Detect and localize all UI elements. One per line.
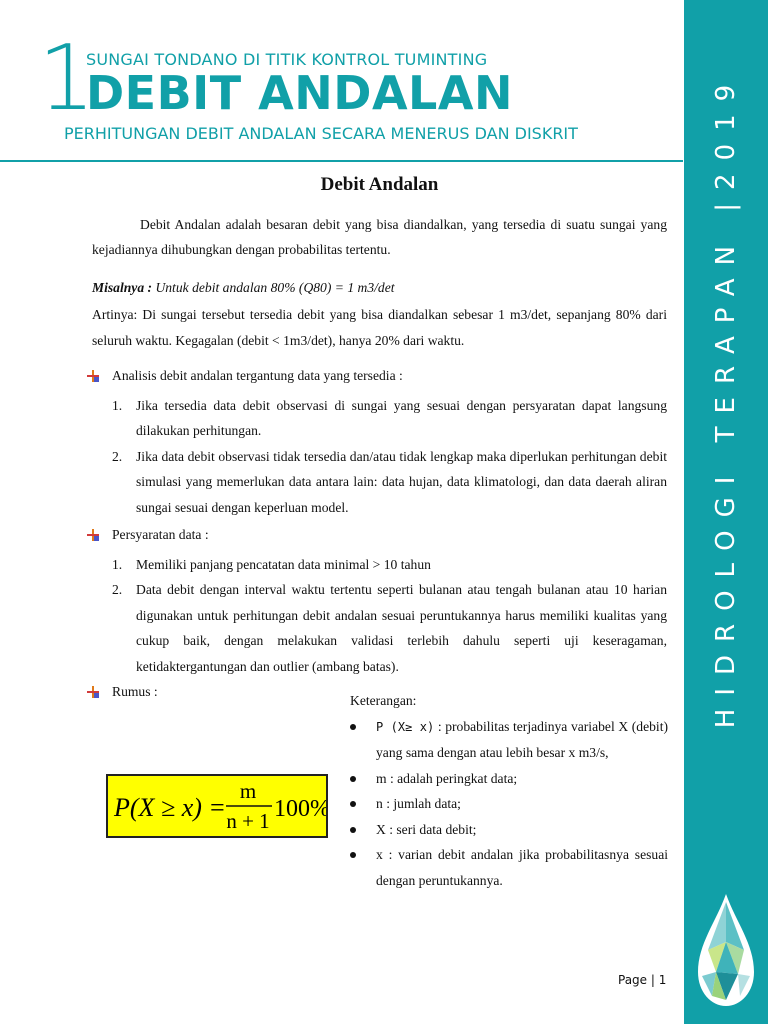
list-number: 2. <box>112 582 123 597</box>
header-divider <box>0 160 683 162</box>
formula-box <box>106 774 328 838</box>
example-line <box>92 275 667 301</box>
bullet-dot-icon <box>350 776 356 782</box>
formula-lhs: P(X ≥ x) = <box>114 793 226 822</box>
example-label: Misalnya : <box>92 279 153 295</box>
bullet-marker-icon <box>86 370 100 382</box>
list-text: Memiliki panjang pencatatan data minimal > 10 tahun <box>136 556 431 572</box>
list-item <box>92 444 667 521</box>
document-title: Debit Andalan <box>320 174 439 195</box>
sidebar-band <box>684 0 768 1024</box>
chapter-number: 1 <box>38 26 96 131</box>
bullet-marker-icon <box>86 529 100 541</box>
list-item <box>348 817 668 843</box>
keterangan-desc: X : seri data debit; <box>376 821 477 837</box>
keterangan-block <box>348 688 668 893</box>
list-item <box>92 577 667 679</box>
keterangan-title: Keterangan: <box>350 693 417 708</box>
example-text: Untuk debit andalan 80% (Q80) = 1 m3/det <box>152 279 395 295</box>
bullet-dot-icon <box>350 724 356 730</box>
header-title: DEBIT ANDALAN <box>86 66 513 120</box>
formula-graphic <box>108 776 326 836</box>
page-content <box>92 170 667 705</box>
list-text: Jika data debit observasi tidak tersedia dan/atau tidak lengkap maka diperlukan perhitungan debit simulasi yang memerlukan data antara lain: data hujan, data klimatologi, dan data daerah aliran sungai sesuai dengan keperluan model. <box>136 448 667 515</box>
section-heading: Analisis debit andalan tergantung data yang tersedia : <box>112 368 403 383</box>
persyaratan-list <box>92 552 667 680</box>
rumus-area <box>92 688 667 928</box>
section-analisis <box>92 363 667 389</box>
section-persyaratan <box>92 522 667 548</box>
bullet-dot-icon <box>350 827 356 833</box>
list-item <box>348 714 668 766</box>
list-number: 1. <box>112 556 123 572</box>
analisis-list <box>92 393 667 521</box>
intro-paragraph: Debit Andalan adalah besaran debit yang bisa diandalkan, yang tersedia di suatu sungai yang kejadiannya dihubungkan dengan probabilitas tertentu. <box>92 216 667 257</box>
list-text: Data debit dengan interval waktu tertentu seperti bulanan atau tengah bulanan atau 10 harian digunakan untuk perhitungan debit andalan sesuai peruntukannya harus memiliki kualitas yang cukup baik, dengan melakukan validasi terlebih dahulu seperti uji keseragaman, ketidaktergantungan dan outlier (ambang batas). <box>136 582 667 674</box>
header-description: PERHITUNGAN DEBIT ANDALAN SECARA MENERUS DAN DISKRIT <box>64 124 578 143</box>
list-number: 2. <box>112 448 123 464</box>
bullet-dot-icon <box>350 801 356 807</box>
keterangan-desc: m : adalah peringkat data; <box>376 770 518 786</box>
list-number: 1. <box>112 397 123 413</box>
formula-numerator: m <box>239 779 257 803</box>
list-text: Jika tersedia data debit observasi di sungai yang sesuai dengan persyaratan dapat langsung dilakukan perhitungan. <box>136 397 667 438</box>
keterangan-desc: x : varian debit andalan jika probabilitasnya sesuai dengan peruntukannya. <box>376 847 668 888</box>
artinya-paragraph: Artinya: Di sungai tersebut tersedia debit yang bisa diandalkan sebesar 1 m3/det, sepanjang 80% dari seluruh waktu. Kegagalan (debit < 1m3/det), hanya 20% dari waktu. <box>92 307 667 348</box>
list-item <box>92 393 667 444</box>
page-number: Page | 1 <box>618 973 667 987</box>
header-subtitle: SUNGAI TONDANO DI TITIK KONTROL TUMINTING <box>86 50 488 69</box>
sidebar-vertical-title: HIDROLOGI TERAPAN |2019 <box>711 71 741 729</box>
list-item <box>348 766 668 792</box>
keterangan-desc: : probabilitas terjadinya variabel X (debit) yang sama dengan atau lebih besar x m3/s, <box>376 718 668 760</box>
keterangan-list <box>348 714 668 894</box>
keterangan-desc: n : jumlah data; <box>376 796 461 811</box>
list-item <box>92 552 667 578</box>
keterangan-term: P (X≥ x) <box>376 719 435 734</box>
list-item <box>348 791 668 817</box>
formula-denominator: n + 1 <box>226 809 270 833</box>
bullet-dot-icon <box>350 852 356 858</box>
section-heading: Persyaratan data : <box>112 527 209 542</box>
formula-suffix: 100% <box>274 796 326 822</box>
water-drop-logo-icon <box>694 892 758 1010</box>
list-item <box>348 842 668 893</box>
section-heading: Rumus : <box>112 684 158 699</box>
